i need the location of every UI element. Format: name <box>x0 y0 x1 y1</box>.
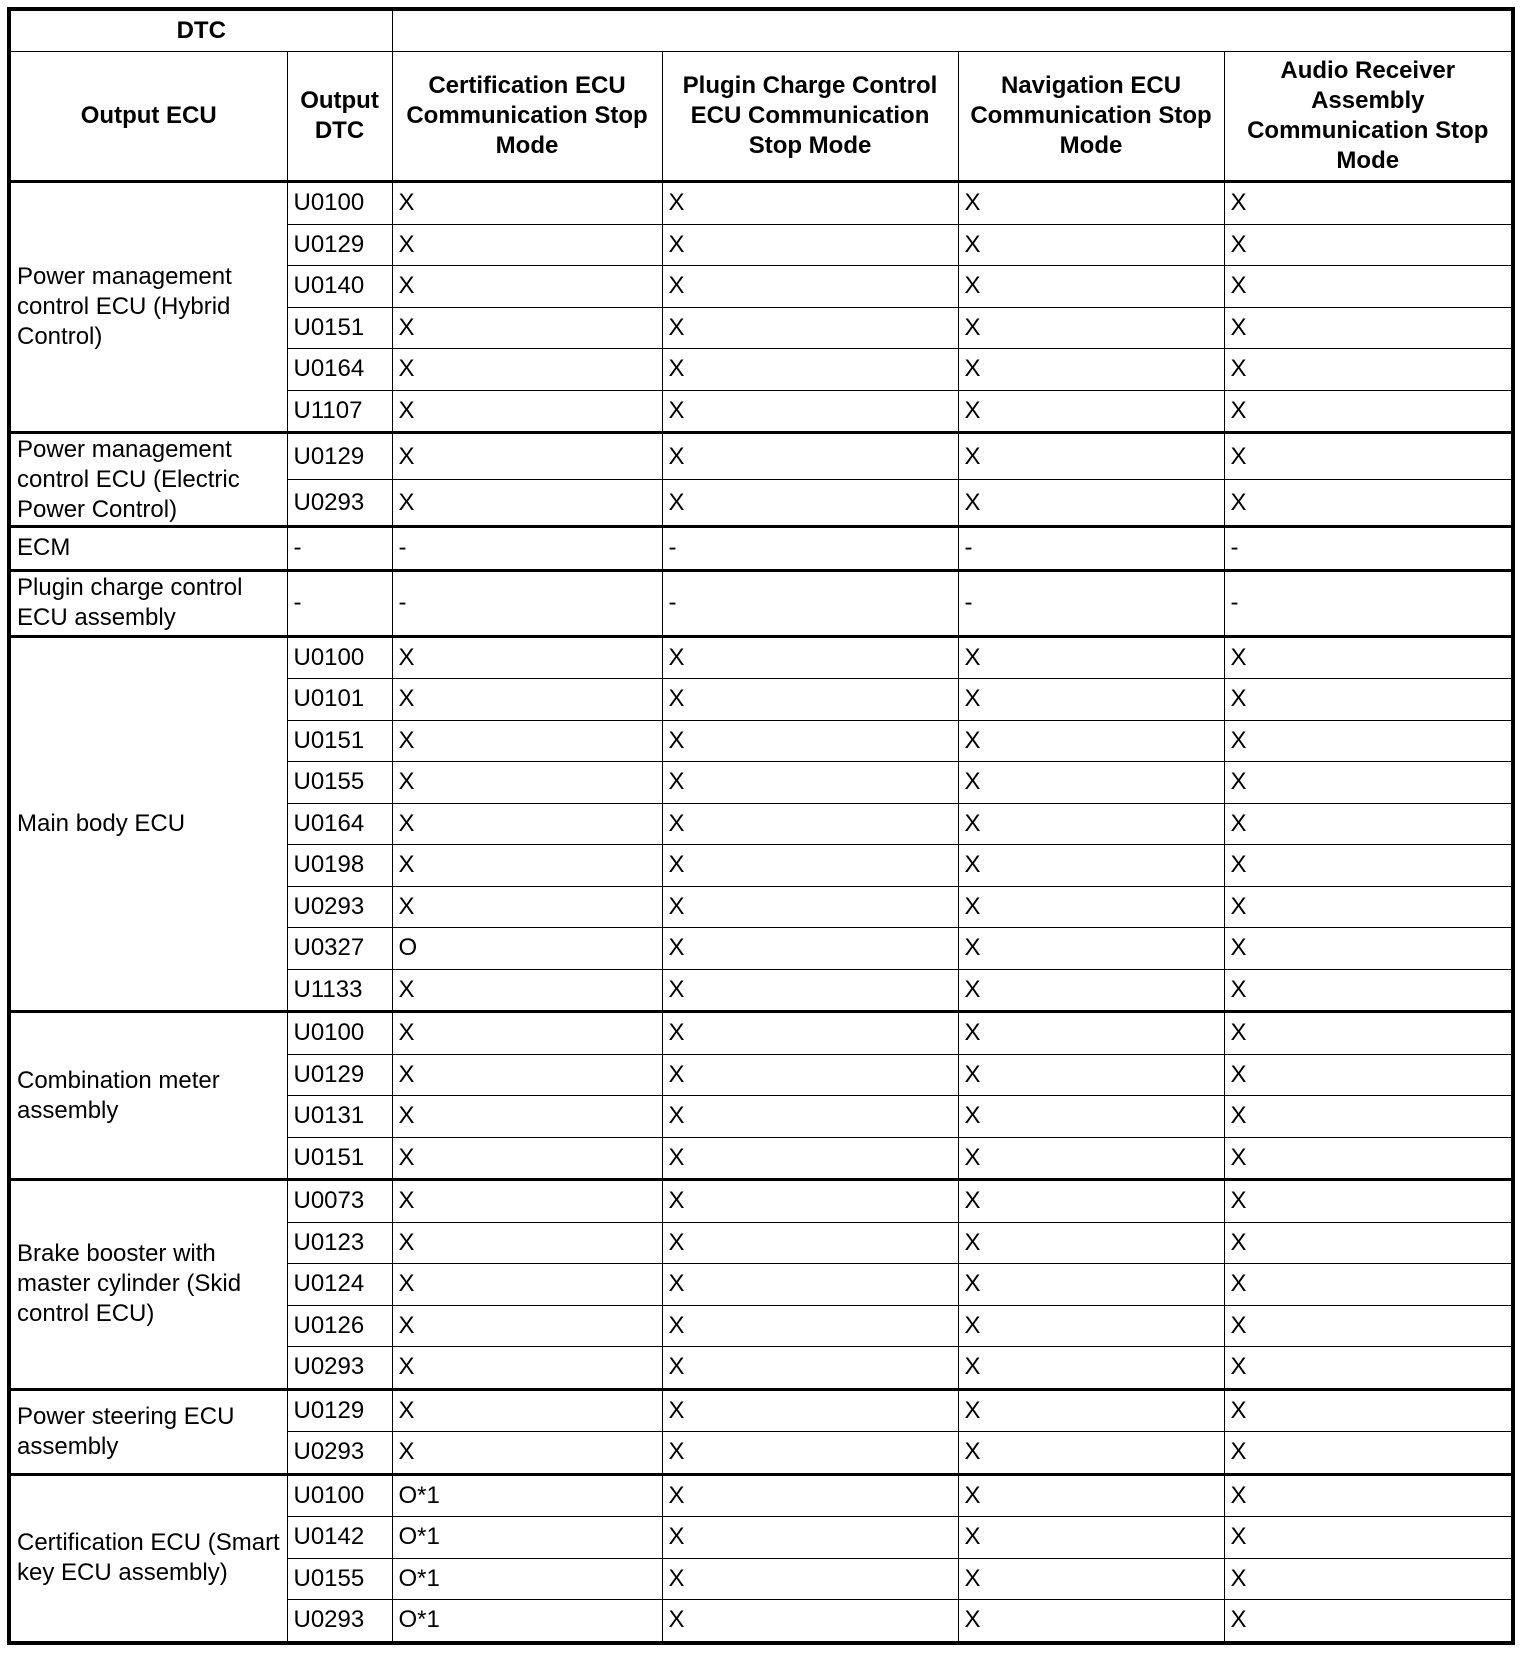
audio-receiver-stop-cell: X <box>1224 1180 1513 1223</box>
navigation-stop-cell: X <box>958 969 1224 1012</box>
certification-stop-cell: X <box>392 266 662 308</box>
plugin-charge-stop-cell: X <box>662 1054 958 1096</box>
certification-stop-cell: X <box>392 1389 662 1432</box>
output-dtc-cell: U0293 <box>287 886 392 928</box>
output-dtc-cell: U0293 <box>287 1347 392 1390</box>
output-dtc-cell: U0151 <box>287 307 392 349</box>
certification-stop-cell: X <box>392 1264 662 1306</box>
certification-stop-cell: X <box>392 1347 662 1390</box>
audio-receiver-stop-cell: X <box>1224 1389 1513 1432</box>
plugin-charge-stop-cell: X <box>662 969 958 1012</box>
plugin-charge-stop-cell: X <box>662 1600 958 1643</box>
audio-receiver-stop-cell: X <box>1224 1305 1513 1347</box>
audio-receiver-stop-cell: X <box>1224 845 1513 887</box>
header-audio-receiver-stop-mode: Audio Receiver Assembly Communication Stop Mode <box>1224 52 1513 182</box>
output-dtc-cell: U0131 <box>287 1096 392 1138</box>
plugin-charge-stop-cell: X <box>662 1180 958 1223</box>
audio-receiver-stop-cell: X <box>1224 803 1513 845</box>
output-dtc-cell: U0164 <box>287 349 392 391</box>
navigation-stop-cell: X <box>958 886 1224 928</box>
output-dtc-cell: U0164 <box>287 803 392 845</box>
output-dtc-cell: U0155 <box>287 762 392 804</box>
plugin-charge-stop-cell: X <box>662 762 958 804</box>
output-dtc-cell: U0100 <box>287 636 392 679</box>
plugin-charge-stop-cell: X <box>662 307 958 349</box>
navigation-stop-cell: X <box>958 720 1224 762</box>
certification-stop-cell: O*1 <box>392 1517 662 1559</box>
certification-stop-cell: X <box>392 679 662 721</box>
audio-receiver-stop-cell: X <box>1224 928 1513 970</box>
plugin-charge-stop-cell: X <box>662 480 958 527</box>
audio-receiver-stop-cell: X <box>1224 1474 1513 1517</box>
dtc-communication-stop-table <box>7 7 1515 1645</box>
certification-stop-cell: X <box>392 349 662 391</box>
plugin-charge-stop-cell: X <box>662 1347 958 1390</box>
navigation-stop-cell: X <box>958 1012 1224 1055</box>
certification-stop-cell: X <box>392 845 662 887</box>
header-output-ecu: Output ECU <box>9 52 287 182</box>
plugin-charge-stop-cell: X <box>662 433 958 480</box>
output-ecu-cell: Power steering ECU assembly <box>9 1389 287 1474</box>
certification-stop-cell: X <box>392 307 662 349</box>
table-row <box>9 636 1513 679</box>
output-dtc-cell: U0073 <box>287 1180 392 1223</box>
navigation-stop-cell: X <box>958 803 1224 845</box>
navigation-stop-cell: X <box>958 182 1224 225</box>
table-row <box>9 182 1513 225</box>
plugin-charge-stop-cell: X <box>662 1517 958 1559</box>
dtc-group-header: DTC <box>9 9 392 52</box>
certification-stop-cell: X <box>392 182 662 225</box>
plugin-charge-stop-cell: X <box>662 182 958 225</box>
output-ecu-cell: Certification ECU (Smart key ECU assembly) <box>9 1474 287 1643</box>
plugin-charge-stop-cell: - <box>662 570 958 636</box>
navigation-stop-cell: X <box>958 1222 1224 1264</box>
plugin-charge-stop-cell: X <box>662 224 958 266</box>
certification-stop-cell: O*1 <box>392 1474 662 1517</box>
certification-stop-cell: X <box>392 433 662 480</box>
table-row <box>9 1012 1513 1055</box>
output-dtc-cell: - <box>287 527 392 571</box>
plugin-charge-stop-cell: X <box>662 928 958 970</box>
audio-receiver-stop-cell: X <box>1224 266 1513 308</box>
plugin-charge-stop-cell: - <box>662 527 958 571</box>
output-dtc-cell: U1133 <box>287 969 392 1012</box>
output-dtc-cell: U0140 <box>287 266 392 308</box>
audio-receiver-stop-cell: X <box>1224 1517 1513 1559</box>
header-certification-ecu-stop-mode: Certification ECU Communication Stop Mode <box>392 52 662 182</box>
output-dtc-cell: U0293 <box>287 1600 392 1643</box>
plugin-charge-stop-cell: X <box>662 679 958 721</box>
table-row <box>9 1474 1513 1517</box>
plugin-charge-stop-cell: X <box>662 1305 958 1347</box>
audio-receiver-stop-cell: X <box>1224 1432 1513 1475</box>
plugin-charge-stop-cell: X <box>662 1222 958 1264</box>
certification-stop-cell: X <box>392 390 662 433</box>
audio-receiver-stop-cell: X <box>1224 1600 1513 1643</box>
navigation-stop-cell: X <box>958 480 1224 527</box>
output-ecu-cell: Brake booster with master cylinder (Skid control ECU) <box>9 1180 287 1390</box>
navigation-stop-cell: X <box>958 1096 1224 1138</box>
navigation-stop-cell: X <box>958 845 1224 887</box>
table-row <box>9 1389 1513 1432</box>
certification-stop-cell: - <box>392 570 662 636</box>
audio-receiver-stop-cell: X <box>1224 1012 1513 1055</box>
certification-stop-cell: O <box>392 928 662 970</box>
plugin-charge-stop-cell: X <box>662 1558 958 1600</box>
output-dtc-cell: U0129 <box>287 433 392 480</box>
certification-stop-cell: X <box>392 1222 662 1264</box>
navigation-stop-cell: X <box>958 266 1224 308</box>
output-ecu-cell: Combination meter assembly <box>9 1012 287 1180</box>
output-dtc-cell: U0327 <box>287 928 392 970</box>
audio-receiver-stop-cell: X <box>1224 1137 1513 1180</box>
audio-receiver-stop-cell: X <box>1224 1558 1513 1600</box>
plugin-charge-stop-cell: X <box>662 1096 958 1138</box>
certification-stop-cell: X <box>392 480 662 527</box>
navigation-stop-cell: X <box>958 433 1224 480</box>
header-navigation-ecu-stop-mode: Navigation ECU Communication Stop Mode <box>958 52 1224 182</box>
certification-stop-cell: X <box>392 720 662 762</box>
certification-stop-cell: X <box>392 1054 662 1096</box>
audio-receiver-stop-cell: X <box>1224 349 1513 391</box>
certification-stop-cell: X <box>392 969 662 1012</box>
output-dtc-cell: U1107 <box>287 390 392 433</box>
navigation-stop-cell: X <box>958 224 1224 266</box>
navigation-stop-cell: X <box>958 390 1224 433</box>
navigation-stop-cell: X <box>958 1600 1224 1643</box>
navigation-stop-cell: X <box>958 1054 1224 1096</box>
output-dtc-cell: U0129 <box>287 1389 392 1432</box>
output-dtc-cell: U0198 <box>287 845 392 887</box>
certification-stop-cell: X <box>392 1137 662 1180</box>
certification-stop-cell: O*1 <box>392 1558 662 1600</box>
navigation-stop-cell: X <box>958 1558 1224 1600</box>
plugin-charge-stop-cell: X <box>662 1474 958 1517</box>
certification-stop-cell: - <box>392 527 662 571</box>
output-dtc-cell: U0100 <box>287 1012 392 1055</box>
certification-stop-cell: X <box>392 886 662 928</box>
certification-stop-cell: X <box>392 1096 662 1138</box>
audio-receiver-stop-cell: X <box>1224 480 1513 527</box>
audio-receiver-stop-cell: X <box>1224 1347 1513 1390</box>
plugin-charge-stop-cell: X <box>662 349 958 391</box>
plugin-charge-stop-cell: X <box>662 266 958 308</box>
certification-stop-cell: X <box>392 1432 662 1475</box>
audio-receiver-stop-cell: X <box>1224 886 1513 928</box>
output-dtc-cell: U0101 <box>287 679 392 721</box>
plugin-charge-stop-cell: X <box>662 1264 958 1306</box>
table-row <box>9 433 1513 480</box>
output-dtc-cell: U0129 <box>287 224 392 266</box>
certification-stop-cell: X <box>392 1180 662 1223</box>
audio-receiver-stop-cell: X <box>1224 1054 1513 1096</box>
plugin-charge-stop-cell: X <box>662 720 958 762</box>
audio-receiver-stop-cell: X <box>1224 182 1513 225</box>
navigation-stop-cell: X <box>958 349 1224 391</box>
audio-receiver-stop-cell: X <box>1224 762 1513 804</box>
navigation-stop-cell: X <box>958 1474 1224 1517</box>
output-dtc-cell: U0129 <box>287 1054 392 1096</box>
navigation-stop-cell: X <box>958 307 1224 349</box>
audio-receiver-stop-cell: X <box>1224 1222 1513 1264</box>
navigation-stop-cell: X <box>958 636 1224 679</box>
certification-stop-cell: O*1 <box>392 1600 662 1643</box>
output-ecu-cell: Plugin charge control ECU assembly <box>9 570 287 636</box>
navigation-stop-cell: X <box>958 1347 1224 1390</box>
table-body <box>9 182 1513 1643</box>
audio-receiver-stop-cell: X <box>1224 720 1513 762</box>
navigation-stop-cell: X <box>958 762 1224 804</box>
output-dtc-cell: U0155 <box>287 1558 392 1600</box>
table-row <box>9 527 1513 571</box>
navigation-stop-cell: X <box>958 1432 1224 1475</box>
plugin-charge-stop-cell: X <box>662 1389 958 1432</box>
output-dtc-cell: U0100 <box>287 182 392 225</box>
navigation-stop-cell: X <box>958 1389 1224 1432</box>
navigation-stop-cell: X <box>958 1517 1224 1559</box>
table-row <box>9 1180 1513 1223</box>
audio-receiver-stop-cell: X <box>1224 969 1513 1012</box>
output-dtc-cell: U0126 <box>287 1305 392 1347</box>
navigation-stop-cell: X <box>958 1305 1224 1347</box>
audio-receiver-stop-cell: - <box>1224 570 1513 636</box>
navigation-stop-cell: X <box>958 1264 1224 1306</box>
table-row <box>9 570 1513 636</box>
audio-receiver-stop-cell: - <box>1224 527 1513 571</box>
plugin-charge-stop-cell: X <box>662 1432 958 1475</box>
audio-receiver-stop-cell: X <box>1224 390 1513 433</box>
plugin-charge-stop-cell: X <box>662 886 958 928</box>
output-ecu-cell: Power management control ECU (Electric Power Control) <box>9 433 287 527</box>
output-dtc-cell: - <box>287 570 392 636</box>
output-dtc-cell: U0124 <box>287 1264 392 1306</box>
audio-receiver-stop-cell: X <box>1224 1096 1513 1138</box>
blank-group-header <box>392 9 1513 52</box>
audio-receiver-stop-cell: X <box>1224 307 1513 349</box>
navigation-stop-cell: - <box>958 527 1224 571</box>
output-dtc-cell: U0293 <box>287 480 392 527</box>
certification-stop-cell: X <box>392 636 662 679</box>
output-dtc-cell: U0142 <box>287 1517 392 1559</box>
plugin-charge-stop-cell: X <box>662 1012 958 1055</box>
output-dtc-cell: U0123 <box>287 1222 392 1264</box>
output-dtc-cell: U0151 <box>287 1137 392 1180</box>
navigation-stop-cell: X <box>958 928 1224 970</box>
certification-stop-cell: X <box>392 1305 662 1347</box>
navigation-stop-cell: X <box>958 1180 1224 1223</box>
header-output-dtc: Output DTC <box>287 52 392 182</box>
plugin-charge-stop-cell: X <box>662 803 958 845</box>
header-plugin-charge-control-stop-mode: Plugin Charge Control ECU Communication Stop Mode <box>662 52 958 182</box>
navigation-stop-cell: - <box>958 570 1224 636</box>
plugin-charge-stop-cell: X <box>662 636 958 679</box>
certification-stop-cell: X <box>392 1012 662 1055</box>
output-ecu-cell: ECM <box>9 527 287 571</box>
navigation-stop-cell: X <box>958 1137 1224 1180</box>
certification-stop-cell: X <box>392 762 662 804</box>
audio-receiver-stop-cell: X <box>1224 1264 1513 1306</box>
audio-receiver-stop-cell: X <box>1224 433 1513 480</box>
output-ecu-cell: Main body ECU <box>9 636 287 1012</box>
navigation-stop-cell: X <box>958 679 1224 721</box>
plugin-charge-stop-cell: X <box>662 390 958 433</box>
plugin-charge-stop-cell: X <box>662 1137 958 1180</box>
audio-receiver-stop-cell: X <box>1224 636 1513 679</box>
audio-receiver-stop-cell: X <box>1224 224 1513 266</box>
output-dtc-cell: U0293 <box>287 1432 392 1475</box>
output-ecu-cell: Power management control ECU (Hybrid Control) <box>9 182 287 433</box>
certification-stop-cell: X <box>392 803 662 845</box>
output-dtc-cell: U0100 <box>287 1474 392 1517</box>
output-dtc-cell: U0151 <box>287 720 392 762</box>
audio-receiver-stop-cell: X <box>1224 679 1513 721</box>
plugin-charge-stop-cell: X <box>662 845 958 887</box>
certification-stop-cell: X <box>392 224 662 266</box>
